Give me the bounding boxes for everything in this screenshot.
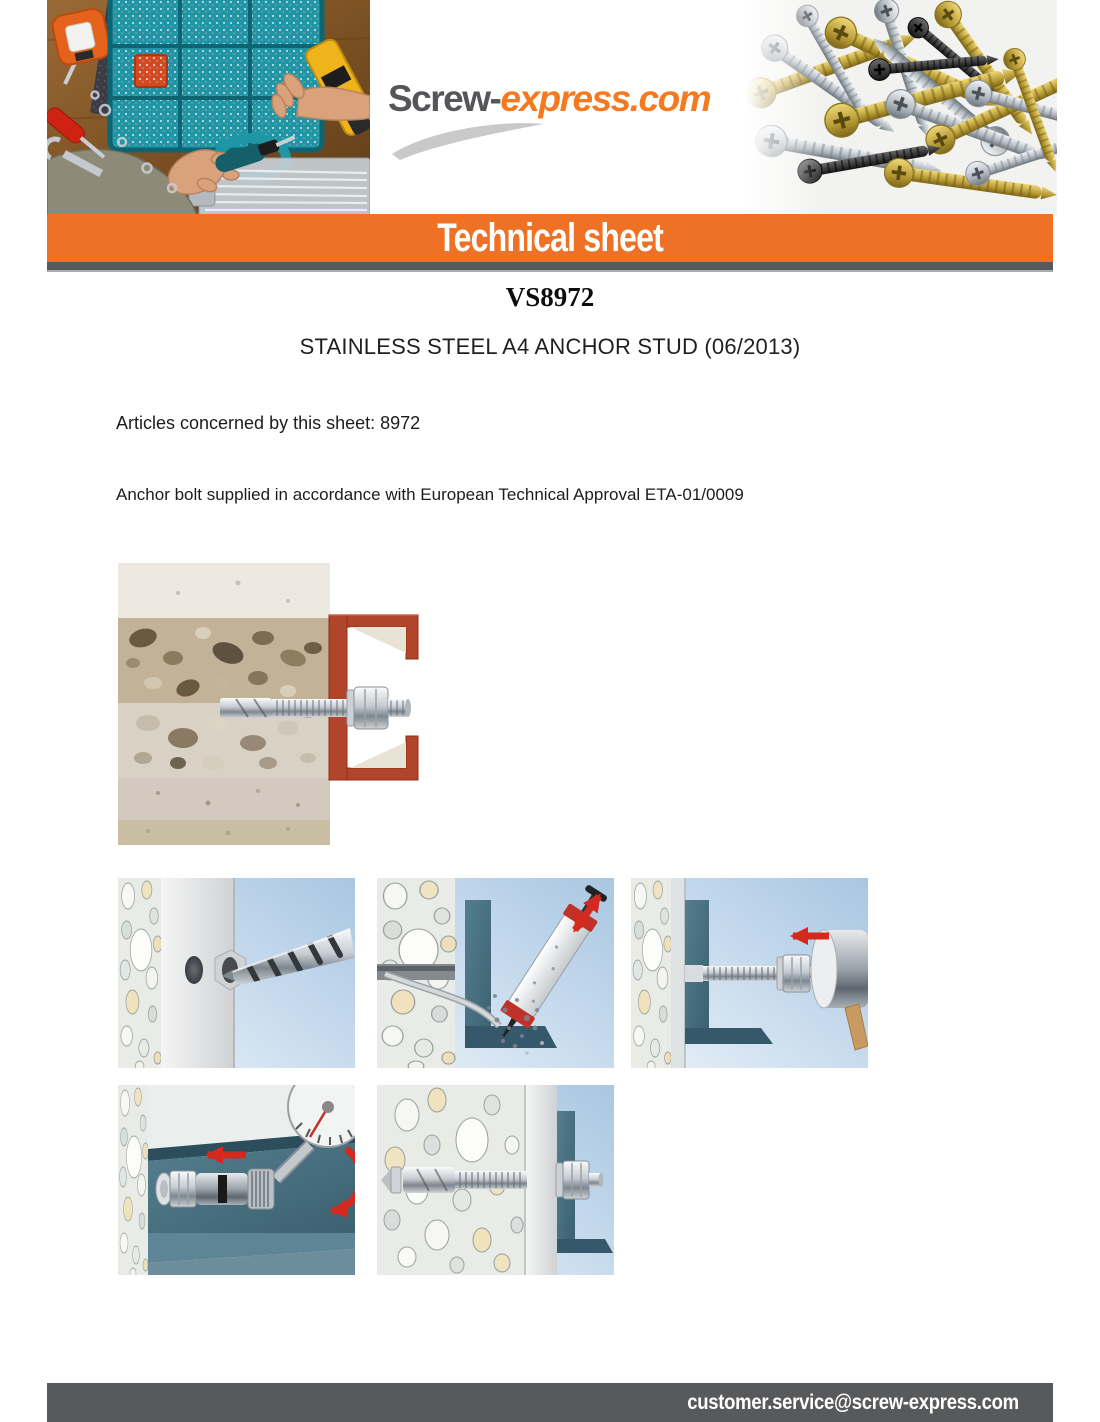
divider-bar-shadow [47, 270, 1053, 272]
logo-part1: Screw- [388, 78, 501, 119]
document-title: STAINLESS STEEL A4 ANCHOR STUD (06/2013) [299, 334, 801, 359]
footer-email: customer.service@screw-express.com [687, 1390, 1019, 1414]
document-code: VS8972 [505, 282, 595, 312]
socket-on-nut [156, 1169, 274, 1209]
articles-line: Articles concerned by this sheet: 8972 [116, 413, 421, 433]
approval-line: Anchor bolt supplied in accordance with European Technical Approval ETA-01/0009 [116, 485, 744, 504]
screws-pile-photo [745, 0, 1057, 215]
step-2-clean-hole-illustration [377, 878, 614, 1068]
logo-swoosh [390, 118, 550, 163]
fixture-plate [525, 1085, 557, 1275]
tape-measure [51, 7, 112, 67]
logo-area [372, 0, 745, 215]
step-4-torque-nut-illustration [118, 1085, 355, 1275]
logo-part2: express.com [500, 78, 711, 119]
workbench-photo [47, 0, 370, 215]
drilled-hole [185, 956, 203, 984]
step-5-installed-anchor-illustration [377, 1085, 614, 1275]
small-parts-box [135, 55, 167, 87]
step-1-drill-hole-illustration [118, 878, 355, 1068]
step-3-insert-anchor-illustration [631, 878, 868, 1068]
technical-sheet-banner [47, 214, 1053, 262]
banner-title: Technical sheet [437, 215, 663, 260]
logo [388, 78, 710, 120]
anchor-installed-illustration [118, 563, 428, 845]
footer-bar [47, 1383, 1053, 1422]
divider-bar [47, 262, 1053, 270]
